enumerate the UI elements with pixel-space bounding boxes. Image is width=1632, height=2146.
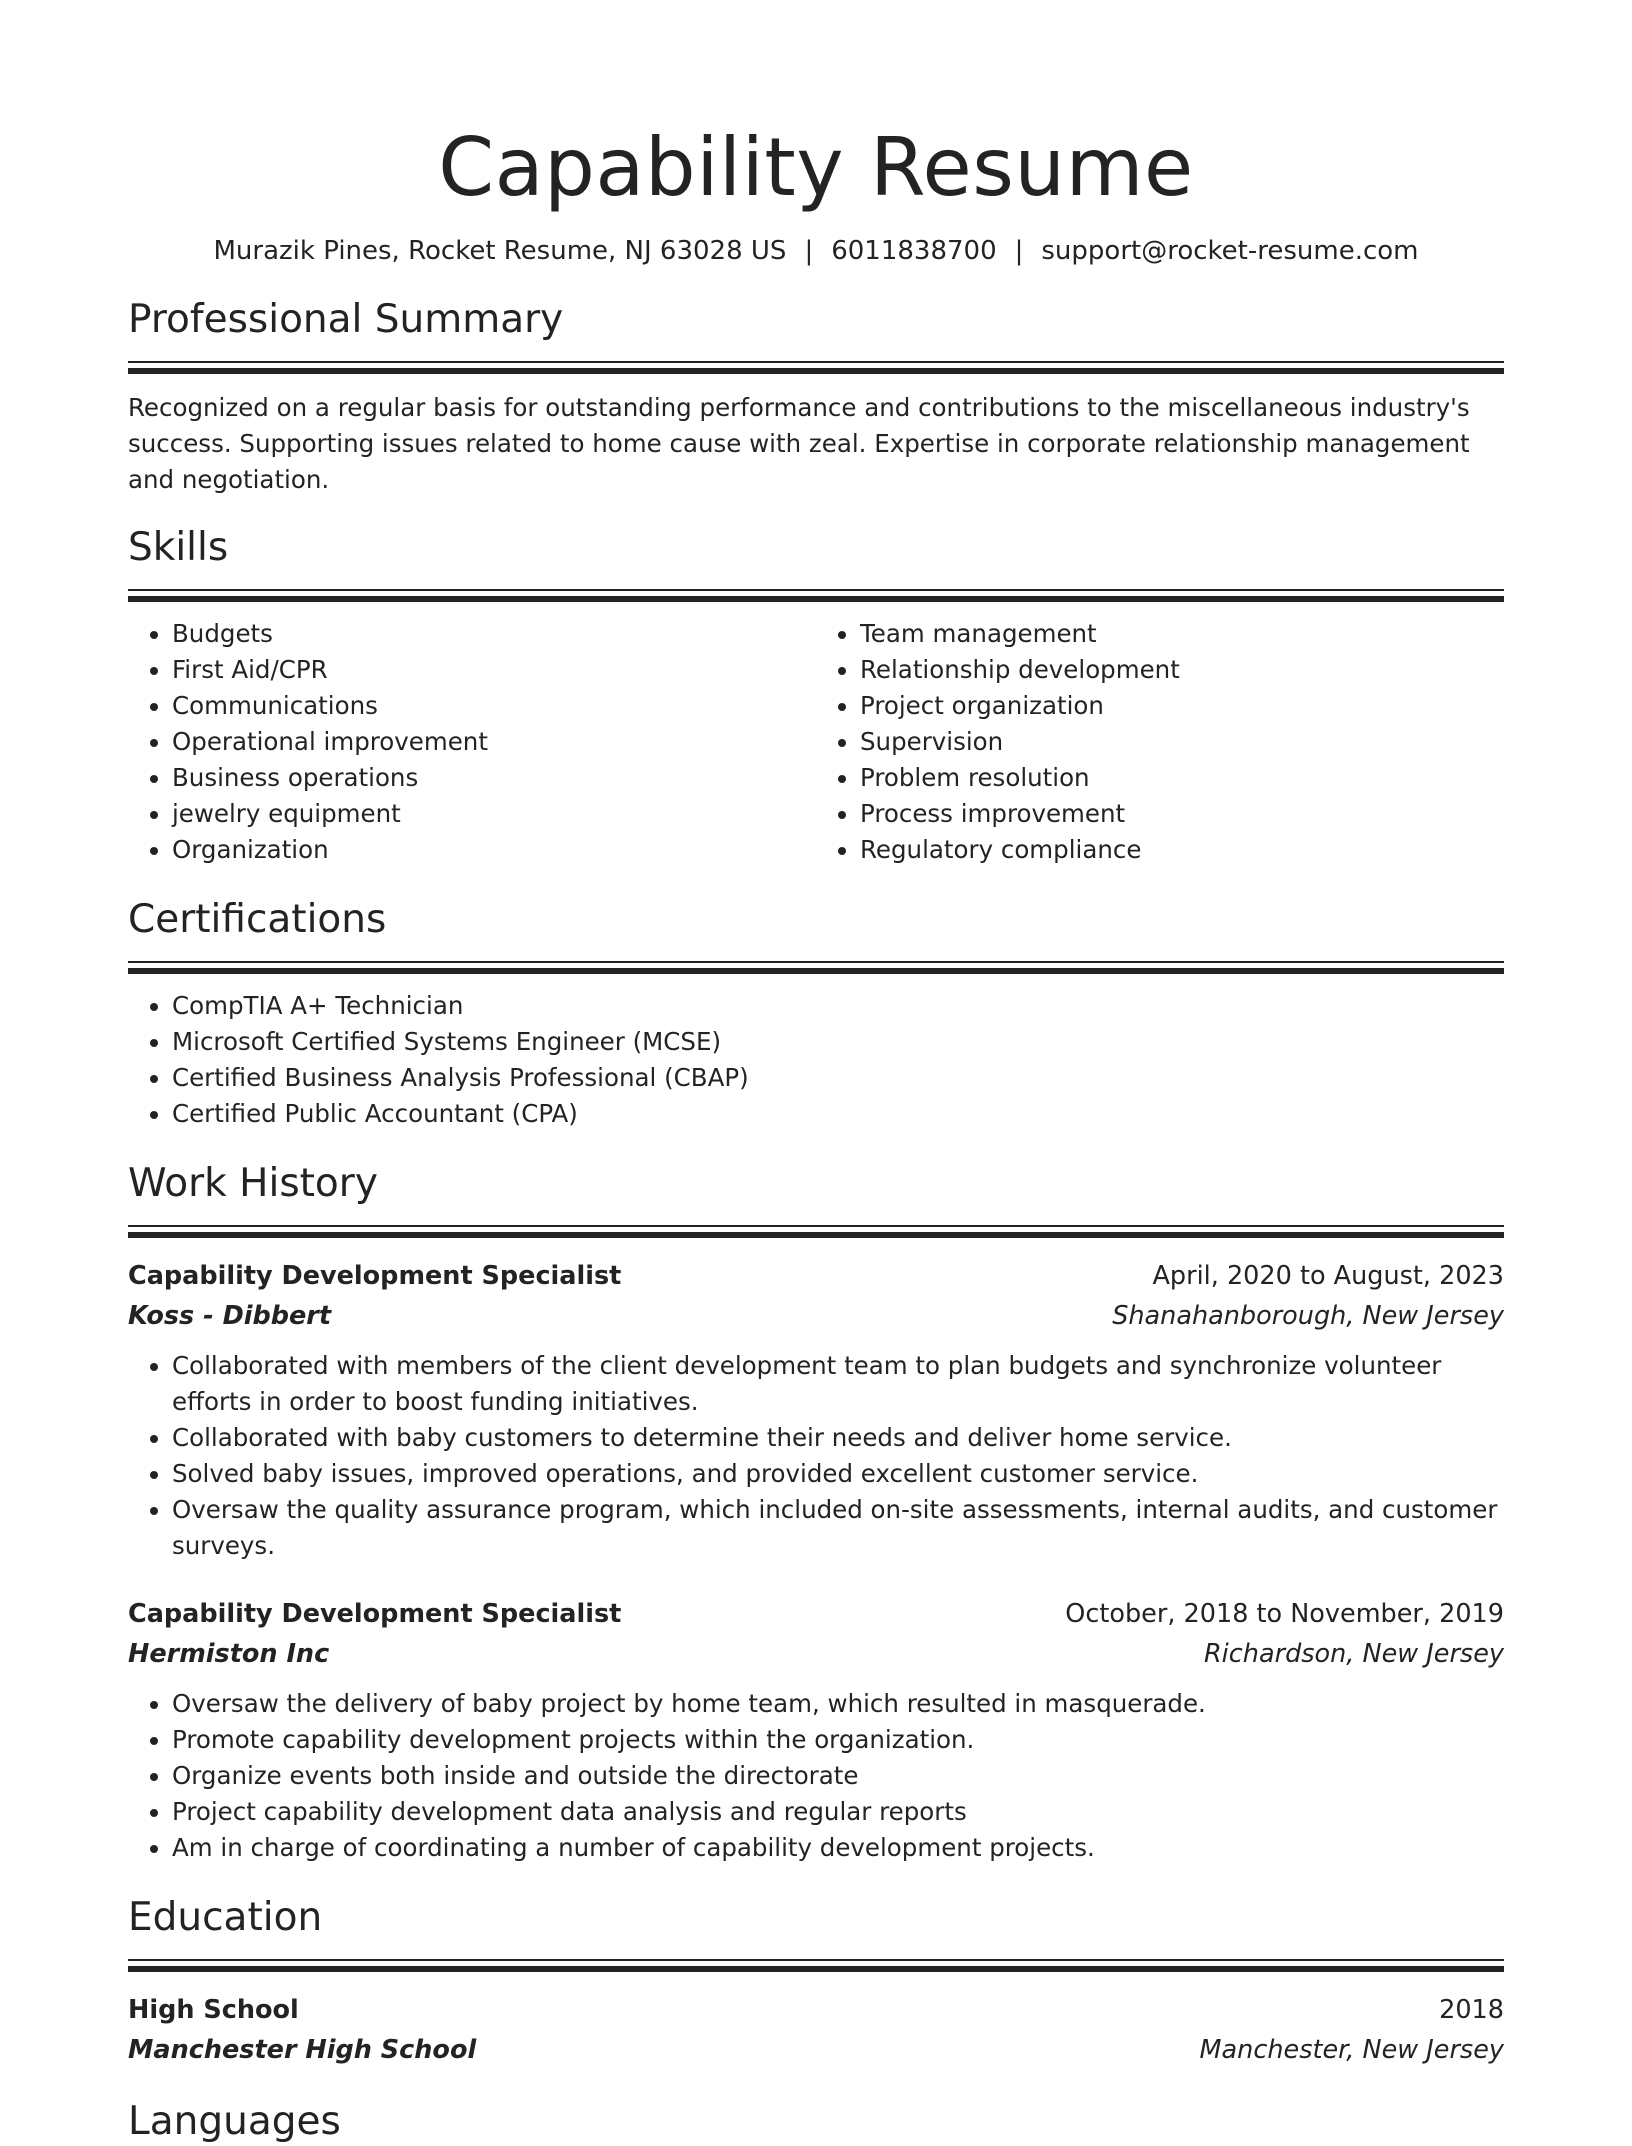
section-title: Education [128,1895,323,1940]
section-divider [128,1959,1504,1972]
job-bullets [128,1686,1504,1866]
list-item: • Promote capability development projects within the organization. [172,1722,1504,1758]
job-bullets [128,1348,1504,1564]
job-company: Hermiston Inc [128,1639,330,1669]
job-dates: April, 2020 to August, 2023 [1152,1261,1504,1291]
list-item: • Relationship development [860,652,1504,688]
languages-section [128,2098,1504,2146]
job-dates: October, 2018 to November, 2019 [1065,1599,1504,1629]
contact-line [128,234,1504,268]
education-location: Manchester, New Jersey [1199,2035,1504,2065]
list-item: • Project capability development data analysis and regular reports [172,1794,1504,1830]
resume-page [128,0,1504,2146]
list-item: • Organization [172,832,816,868]
education-degree: High School [128,1995,299,2025]
list-item: • Operational improvement [172,724,816,760]
list-item: • CompTIA A+ Technician [172,988,1504,1024]
education-section [128,1894,1504,2070]
list-item: • Collaborated with members of the client development team to plan budgets and synchronize volunteer efforts in order to boost funding initiatives. [172,1348,1504,1420]
job-location: Richardson, New Jersey [1203,1639,1504,1669]
job-entry [128,1594,1504,1866]
job-subheader [128,1296,1504,1336]
list-item: • Process improvement [860,796,1504,832]
job-title: Capability Development Specialist [128,1261,622,1291]
resume-name: Capability Resume [438,121,1194,214]
skills-list-left [128,616,816,868]
list-item: • Certified Business Analysis Professional (CBAP) [172,1060,1504,1096]
education-entry [128,1990,1504,2070]
section-divider [128,961,1504,974]
list-item: • Collaborated with baby customers to determine their needs and deliver home service. [172,1420,1504,1456]
certifications-list [128,988,1504,1132]
list-item: • Am in charge of coordinating a number of capability development projects. [172,1830,1504,1866]
education-header [128,1990,1504,2030]
list-item: • Solved baby issues, improved operations, and provided excellent customer service. [172,1456,1504,1492]
summary-text: Recognized on a regular basis for outstanding performance and contributions to the miscellaneous industry's success. Supporting issues related to home cause with zeal. Expertise in corporate relationship management and negotiation. [128,393,1470,494]
list-item: • Regulatory compliance [860,832,1504,868]
section-title: Languages [128,2099,341,2144]
summary-section [128,296,1504,498]
list-item: • Oversaw the delivery of baby project by home team, which resulted in masquerade. [172,1686,1504,1722]
contact-email: support@rocket-resume.com [1041,236,1419,266]
list-item: • Team management [860,616,1504,652]
list-item: • Certified Public Accountant (CPA) [172,1096,1504,1132]
skills-section [128,524,1504,868]
job-entry [128,1256,1504,1564]
job-location: Shanahanborough, New Jersey [1112,1301,1504,1331]
section-title: Professional Summary [128,297,564,342]
list-item: • Budgets [172,616,816,652]
skills-list-right [816,616,1504,868]
section-divider [128,589,1504,602]
list-item: • Organize events both inside and outside the directorate [172,1758,1504,1794]
list-item: • jewelry equipment [172,796,816,832]
education-year: 2018 [1439,1995,1504,2025]
list-item: • Supervision [860,724,1504,760]
education-school: Manchester High School [128,2035,477,2065]
contact-phone: 6011838700 [831,236,997,266]
contact-separator: | [804,236,814,266]
list-item: • Project organization [860,688,1504,724]
job-header [128,1256,1504,1296]
work-history-section [128,1160,1504,1866]
job-company: Koss - Dibbert [128,1301,332,1331]
list-item: • Communications [172,688,816,724]
list-item: • Problem resolution [860,760,1504,796]
list-item: • First Aid/CPR [172,652,816,688]
section-title: Skills [128,525,229,570]
section-title: Certifications [128,897,387,942]
certifications-section [128,896,1504,1132]
job-subheader [128,1634,1504,1674]
list-item: • Oversaw the quality assurance program, which included on-site assessments, internal audits, and customer surveys. [172,1492,1504,1564]
list-item: • Microsoft Certified Systems Engineer (MCSE) [172,1024,1504,1060]
list-item: • Business operations [172,760,816,796]
education-subheader [128,2030,1504,2070]
section-divider [128,361,1504,374]
section-title: Work History [128,1161,378,1206]
job-title: Capability Development Specialist [128,1599,622,1629]
contact-address: Murazik Pines, Rocket Resume, NJ 63028 US [213,236,787,266]
contact-separator: | [1014,236,1024,266]
job-header [128,1594,1504,1634]
skills-columns [128,616,1504,868]
section-divider [128,1225,1504,1238]
